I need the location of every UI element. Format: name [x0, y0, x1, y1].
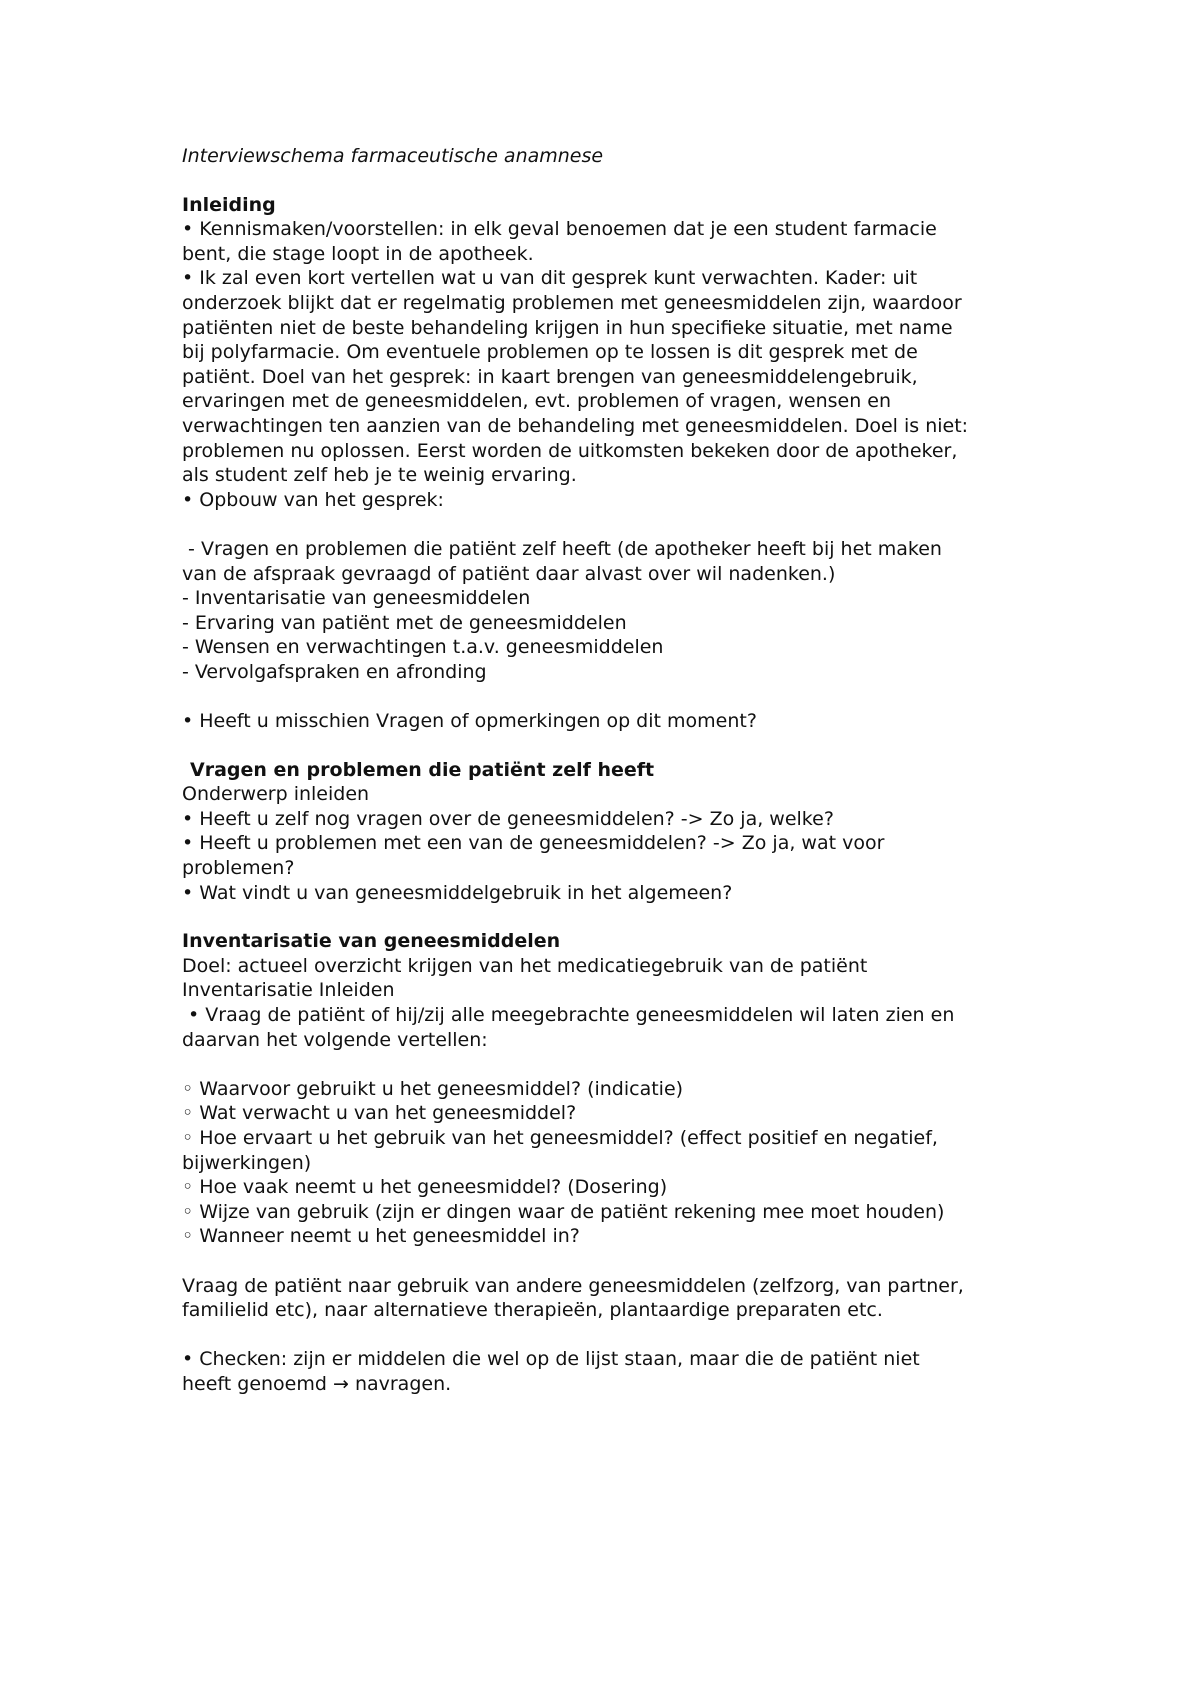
spacer — [182, 684, 1082, 709]
sublist-item: bijwerkingen) — [182, 1151, 312, 1174]
section-inventarisatie — [182, 929, 1082, 1396]
text-line: problemen nu oplossen. Eerst worden de uitkomsten bekeken door de apotheker, — [182, 439, 958, 462]
text-line: onderzoek blijkt dat er regelmatig problemen met geneesmiddelen zijn, waardoor — [182, 291, 962, 314]
text-line: • Wat vindt u van geneesmiddelgebruik in het algemeen? — [182, 881, 733, 904]
section-vragen-problemen — [182, 758, 1082, 906]
sublist-item: ◦ Wat verwacht u van het geneesmiddel? — [182, 1102, 577, 1125]
spacer — [182, 169, 1082, 193]
sublist-item: ◦ Hoe ervaart u het gebruik van het geneesmiddel? (effect positief en negatief, — [182, 1126, 938, 1149]
spacer — [182, 734, 1082, 758]
text-line: • Ik zal even kort vertellen wat u van dit gesprek kunt verwachten. Kader: uit — [182, 267, 918, 290]
section-heading: Inventarisatie van geneesmiddelen — [182, 930, 561, 953]
spacer — [182, 905, 1082, 929]
section-heading: Vragen en problemen die patiënt zelf heeft — [190, 758, 655, 781]
text-line: Onderwerp inleiden — [182, 783, 370, 806]
list-item: - Wensen en verwachtingen t.a.v. geneesmiddelen — [182, 636, 664, 659]
list-item: van de afspraak gevraagd of patiënt daar alvast over wil nadenken.) — [182, 562, 836, 585]
text-line: als student zelf heb je te weinig ervaring. — [182, 464, 577, 487]
text-line: bent, die stage loopt in de apotheek. — [182, 242, 534, 265]
spacer — [182, 1052, 1082, 1077]
text-line: bij polyfarmacie. Om eventuele problemen op te lossen is dit gesprek met de — [182, 341, 918, 364]
spacer — [182, 1249, 1082, 1274]
text-line: • Vraag de patiënt of hij/zij alle meegebrachte geneesmiddelen wil laten zien en — [182, 1004, 955, 1026]
sublist-item: ◦ Wijze van gebruik (zijn er dingen waar de patiënt rekening mee moet houden) — [182, 1200, 945, 1223]
text-line: verwachtingen ten aanzien van de behandeling met geneesmiddelen. Doel is niet: — [182, 414, 969, 437]
list-item: - Vervolgafspraken en afronding — [182, 660, 487, 683]
text-line: patiënt. Doel van het gesprek: in kaart brengen van geneesmiddelengebruik, — [182, 365, 918, 388]
sublist-item: ◦ Waarvoor gebruikt u het geneesmiddel? (indicatie) — [182, 1077, 684, 1100]
document-page — [182, 144, 1082, 1397]
text-line: Doel: actueel overzicht krijgen van het medicatiegebruik van de patiënt — [182, 954, 868, 977]
text-line: • Heeft u misschien Vragen of opmerkingen op dit moment? — [182, 710, 757, 733]
text-line: • Checken: zijn er middelen die wel op de lijst staan, maar die de patiënt niet — [182, 1348, 920, 1371]
sublist-item: ◦ Wanneer neemt u het geneesmiddel in? — [182, 1225, 580, 1248]
text-line: daarvan het volgende vertellen: — [182, 1028, 488, 1051]
list-item: - Inventarisatie van geneesmiddelen — [182, 587, 531, 610]
section-inleiding — [182, 193, 1082, 734]
list-item: - Ervaring van patiënt met de geneesmiddelen — [182, 611, 627, 634]
text-line: problemen? — [182, 857, 295, 880]
spacer — [182, 512, 1082, 537]
text-line: familielid etc), naar alternatieve therapieën, plantaardige preparaten etc. — [182, 1299, 883, 1322]
text-line: ervaringen met de geneesmiddelen, evt. problemen of vragen, wensen en — [182, 390, 892, 413]
document-title: Interviewschema farmaceutische anamnese — [182, 145, 604, 167]
text-line: • Heeft u problemen met een van de geneesmiddelen? -> Zo ja, wat voor — [182, 832, 885, 855]
text-line: heeft genoemd → navragen. — [182, 1372, 452, 1395]
text-line: Vraag de patiënt naar gebruik van andere geneesmiddelen (zelfzorg, van partner, — [182, 1274, 964, 1297]
section-heading: Inleiding — [182, 193, 276, 216]
spacer — [182, 1323, 1082, 1348]
text-line: • Heeft u zelf nog vragen over de geneesmiddelen? -> Zo ja, welke? — [182, 807, 834, 830]
list-item: - Vragen en problemen die patiënt zelf heeft (de apotheker heeft bij het maken — [182, 537, 942, 560]
text-line: Inventarisatie Inleiden — [182, 979, 395, 1002]
text-line: • Opbouw van het gesprek: — [182, 488, 444, 511]
text-line: • Kennismaken/voorstellen: in elk geval benoemen dat je een student farmacie — [182, 218, 937, 241]
sublist-item: ◦ Hoe vaak neemt u het geneesmiddel? (Dosering) — [182, 1176, 668, 1199]
text-line: patiënten niet de beste behandeling krijgen in hun specifieke situatie, met name — [182, 316, 953, 339]
